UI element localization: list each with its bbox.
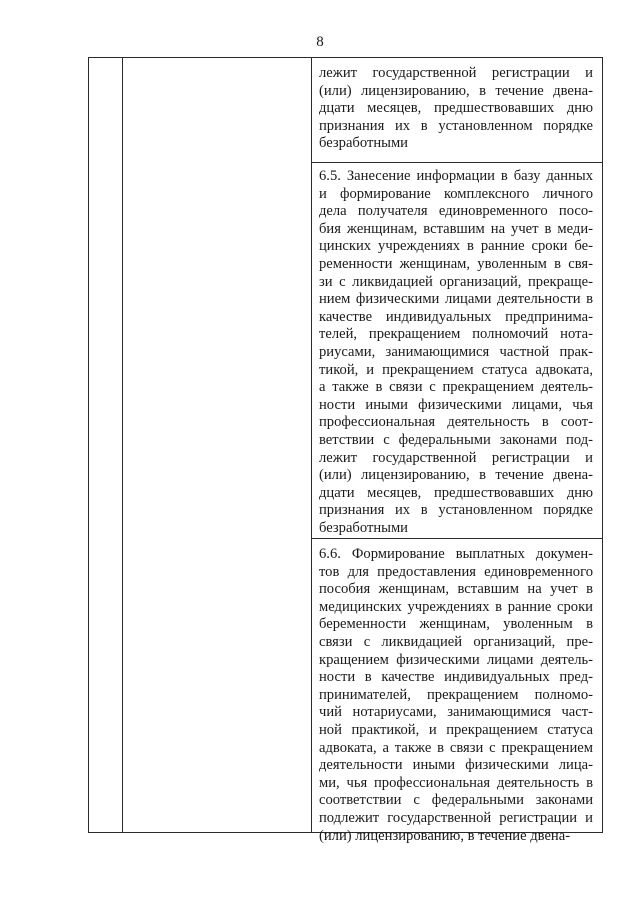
text-line: бия женщинам, вставшим на учет в меди-	[319, 220, 593, 237]
text-line: тикой, и прекращением статуса адвоката,	[319, 361, 593, 378]
text-line: подлежит государственной регистрации и	[319, 809, 593, 826]
text-line: 6.5. Занесение информации в базу данных	[319, 168, 593, 184]
text-line: нием физическими лицами деятельности в	[319, 291, 593, 308]
text-line: ности иными физическими лицами, чья	[319, 396, 593, 413]
text-line: лежит государственной регистрации и	[319, 449, 593, 466]
table-cell-row-2	[312, 163, 602, 539]
text-line: кращением физическими лицами деятель-	[319, 651, 593, 668]
text-line: безработными	[319, 135, 408, 152]
document-table	[88, 57, 603, 844]
text-line: телей, прекращением полномочий нота-	[319, 326, 593, 343]
text-line: ности в качестве индивидуальных пред-	[319, 669, 593, 686]
text-line: признания их в установленном порядке	[319, 502, 593, 519]
text-line: связи с ликвидацией организаций, пре-	[319, 633, 593, 650]
text-line: признания их в установленном порядке	[319, 117, 593, 134]
text-line: дела получателя единовременного посо-	[319, 203, 593, 220]
text-line: (или) лицензированию, в течение двена-	[319, 82, 593, 99]
text-line: риусами, занимающимися частной прак-	[319, 343, 593, 360]
text-line: ной практикой, и прекращением статуса	[319, 721, 593, 738]
text-line: (или) лицензированию, в течение двена-	[319, 827, 571, 844]
text-line: ми, чья профессиональная деятельность в	[319, 774, 593, 791]
page-number: 8	[316, 34, 324, 50]
text-line: зи с ликвидацией организаций, прекраще-	[319, 273, 593, 290]
text-line: безработными	[319, 519, 408, 536]
text-line: беременности женщинам, уволенным в	[319, 616, 593, 633]
text-line: дцати месяцев, предшествовавших дню	[319, 484, 593, 501]
text-line: адвоката, а также в связи с прекращением	[319, 739, 593, 756]
text-line: профессиональная деятельность в соот-	[319, 414, 593, 431]
text-line: и формирование комплексного личного	[319, 185, 593, 202]
text-line: а также в связи с прекращением деятель-	[319, 379, 593, 396]
text-line: ветствии с федеральными законами под-	[319, 431, 593, 448]
text-line: тов для предоставления единовременного	[319, 563, 593, 580]
text-line: ременности женщинам, уволенным в свя-	[319, 255, 593, 272]
text-line: дцати месяцев, предшествовавших дню	[319, 100, 593, 117]
text-line: принимателей, прекращением полномо-	[319, 686, 593, 703]
text-line: медицинских учреждениях в ранние сроки	[319, 598, 593, 615]
text-line: деятельности иными физическими лица-	[319, 757, 593, 774]
text-line: качестве индивидуальных предпринима-	[319, 308, 593, 325]
text-line: (или) лицензированию, в течение двена-	[319, 467, 593, 484]
text-line: 6.6. Формирование выплатных докумен-	[319, 546, 593, 562]
table-cell-row-3	[312, 539, 602, 844]
column-divider-1	[122, 58, 123, 832]
text-line: чий нотариусами, занимающимися част-	[319, 704, 593, 721]
text-line: пособия женщинам, вставшим на учет в	[319, 581, 593, 598]
text-line: цинских учреждениях в ранние сроки бе-	[319, 238, 593, 255]
text-line: соответствии с федеральными законами	[319, 792, 593, 809]
table-cell-row-1	[312, 58, 602, 163]
text-line: лежит государственной регистрации и	[319, 65, 593, 81]
